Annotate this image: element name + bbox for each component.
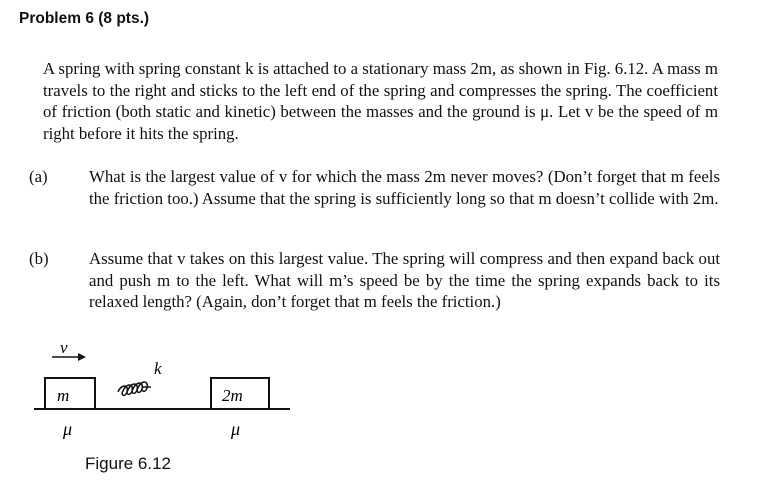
spring-constant-label: k xyxy=(154,359,162,378)
spring-coil xyxy=(118,382,151,395)
question-b-label: (b) xyxy=(29,249,49,268)
friction-right-label: μ xyxy=(231,419,241,439)
problem-statement: A spring with spring constant k is attached to a stationary mass 2m, as shown in Fig. 6.12. A mass m travels to the right and sticks to the left end of the spring and compresses the spring. The coefficient of friction (both static and kinetic) between the masses and the ground is μ. Let v be the speed of m right before it hits the spring. xyxy=(43,59,718,143)
mass-m-label: m xyxy=(57,386,70,405)
figure-caption: Figure 6.12 xyxy=(85,454,171,473)
mass-2m-label: 2m xyxy=(222,386,243,405)
question-b-text: Assume that v takes on this largest value. The spring will compress and then expand back out and push m to the left. What will m’s speed be by the time the spring expands back to its relaxed length? (Again, don’t forget that m feels the friction.) xyxy=(89,249,720,311)
mass-m-block xyxy=(45,378,95,409)
question-a-text: What is the largest value of v for which the mass 2m never moves? (Don’t forget that m feels the friction too.) Assume that the spring is sufficiently long so that m doesn’t collide with 2m. xyxy=(89,167,720,208)
problem-header: Problem 6 (8 pts.) xyxy=(19,10,150,27)
velocity-label: v xyxy=(60,338,68,357)
question-a-label: (a) xyxy=(29,167,48,186)
friction-left-label: μ xyxy=(63,419,73,439)
velocity-arrow xyxy=(52,353,86,361)
